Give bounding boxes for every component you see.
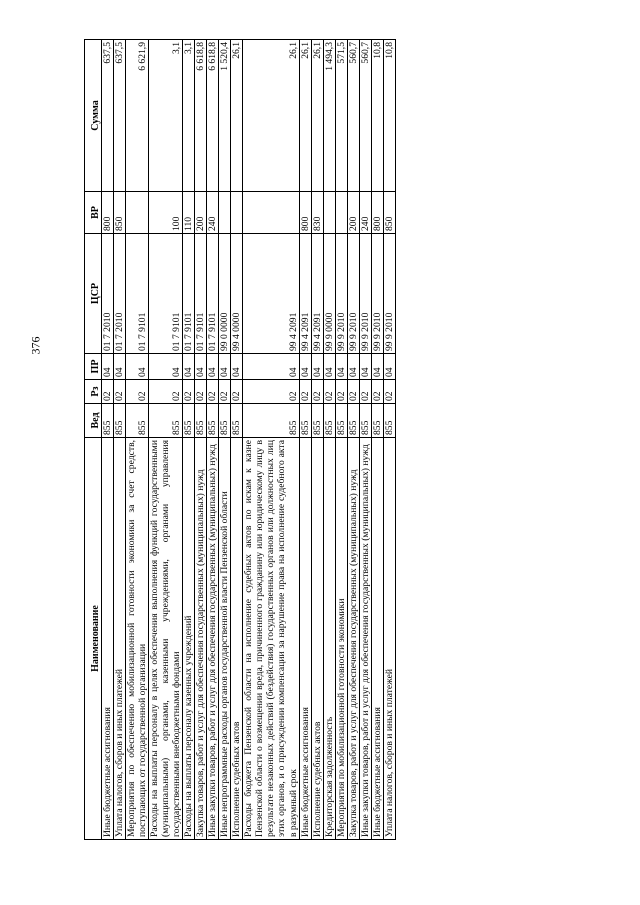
header-sum: Сумма [85, 40, 102, 192]
table-row [311, 40, 323, 840]
row-rz-cell: 02 [371, 380, 383, 404]
row-vr-cell [219, 192, 231, 234]
row-pr-cell: 04 [231, 354, 243, 380]
row-vr-cell: 850 [114, 192, 126, 234]
row-name-cell: Иные закупки товаров, работ и услуг для обеспечения государственных (муниципальных) нужд [207, 438, 219, 840]
page-number: 376 [28, 336, 43, 355]
row-csr-cell: 99 4 2091 [311, 234, 323, 354]
row-csr-cell: 01 7 2010 [102, 234, 114, 354]
row-pr-cell: 04 [195, 354, 207, 380]
row-pr-cell: 04 [183, 354, 195, 380]
row-vr-cell: 200 [195, 192, 207, 234]
row-sum-cell: 6 618,8 [195, 40, 207, 192]
table-row [299, 40, 311, 840]
row-rz-cell: 02 [102, 380, 114, 404]
budget-table-rotated [84, 40, 504, 840]
row-name-cell: Закупка товаров, работ и услуг для обеспечения государственных (муниципальных) нужд [347, 438, 359, 840]
row-name-cell: Мероприятия по обеспечению мобилизационной готовности экономики за счет средств, поступающих от государственной организации [126, 438, 149, 840]
row-ved-cell: 855 [299, 404, 311, 438]
table-row [126, 40, 149, 840]
row-name-cell: Иные закупки товаров, работ и услуг для обеспечения государственных (муниципальных) нужд [359, 438, 371, 840]
row-rz-cell: 02 [183, 380, 195, 404]
row-ved-cell: 855 [102, 404, 114, 438]
row-sum-cell: 560,7 [347, 40, 359, 192]
row-name-cell: Расходы на выплаты персоналу казенных учреждений [183, 438, 195, 840]
row-ved-cell: 855 [243, 404, 299, 438]
row-name-cell: Иные бюджетные ассигнования [371, 438, 383, 840]
row-csr-cell: 01 7 9101 [149, 234, 183, 354]
row-rz-cell: 02 [299, 380, 311, 404]
row-rz-cell: 02 [383, 380, 395, 404]
budget-table [84, 39, 396, 840]
header-name: Наименование [85, 438, 102, 840]
row-sum-cell: 26,1 [311, 40, 323, 192]
row-pr-cell: 04 [102, 354, 114, 380]
table-row [243, 40, 299, 840]
table-row [383, 40, 395, 840]
row-ved-cell: 855 [323, 404, 335, 438]
row-pr-cell: 04 [299, 354, 311, 380]
table-row [323, 40, 335, 840]
table-row [371, 40, 383, 840]
row-rz-cell: 02 [323, 380, 335, 404]
header-ved: Вед [85, 404, 102, 438]
row-sum-cell: 26,1 [243, 40, 299, 192]
row-sum-cell: 26,1 [299, 40, 311, 192]
row-rz-cell: 02 [149, 380, 183, 404]
row-vr-cell: 240 [359, 192, 371, 234]
row-name-cell: Уплата налогов, сборов и иных платежей [383, 438, 395, 840]
row-pr-cell: 04 [207, 354, 219, 380]
row-ved-cell: 855 [231, 404, 243, 438]
header-csr: ЦСР [85, 234, 102, 354]
row-csr-cell: 99 4 2091 [243, 234, 299, 354]
row-sum-cell: 6 621,9 [126, 40, 149, 192]
row-pr-cell: 04 [243, 354, 299, 380]
row-pr-cell: 04 [149, 354, 183, 380]
row-sum-cell: 637,5 [114, 40, 126, 192]
table-row [219, 40, 231, 840]
table-header-row [85, 40, 102, 840]
row-pr-cell: 04 [371, 354, 383, 380]
row-csr-cell: 01 7 2010 [114, 234, 126, 354]
header-pr: ПР [85, 354, 102, 380]
table-row [347, 40, 359, 840]
row-ved-cell: 855 [219, 404, 231, 438]
row-ved-cell: 855 [149, 404, 183, 438]
row-name-cell: Иные непрограммные расходы органов государственной власти Пензенской области [219, 438, 231, 840]
row-sum-cell: 3,1 [149, 40, 183, 192]
row-vr-cell: 800 [299, 192, 311, 234]
row-csr-cell: 01 7 9101 [126, 234, 149, 354]
row-ved-cell: 855 [195, 404, 207, 438]
row-csr-cell: 01 7 9101 [195, 234, 207, 354]
row-vr-cell: 110 [183, 192, 195, 234]
row-csr-cell: 99 9 2010 [359, 234, 371, 354]
row-vr-cell [231, 192, 243, 234]
row-ved-cell: 855 [371, 404, 383, 438]
table-row [183, 40, 195, 840]
row-csr-cell: 99 0 0000 [219, 234, 231, 354]
row-ved-cell: 855 [126, 404, 149, 438]
row-pr-cell: 04 [323, 354, 335, 380]
row-sum-cell: 10,8 [383, 40, 395, 192]
row-name-cell: Закупка товаров, работ и услуг для обеспечения государственных (муниципальных) нужд [195, 438, 207, 840]
table-row [359, 40, 371, 840]
row-rz-cell: 02 [126, 380, 149, 404]
row-vr-cell [243, 192, 299, 234]
row-csr-cell: 99 9 2010 [371, 234, 383, 354]
row-sum-cell: 26,1 [231, 40, 243, 192]
row-csr-cell: 99 4 2091 [299, 234, 311, 354]
row-rz-cell: 02 [347, 380, 359, 404]
row-ved-cell: 855 [383, 404, 395, 438]
row-rz-cell: 02 [243, 380, 299, 404]
table-row [195, 40, 207, 840]
row-pr-cell: 04 [335, 354, 347, 380]
row-sum-cell: 1 520,4 [219, 40, 231, 192]
row-rz-cell: 02 [311, 380, 323, 404]
row-vr-cell [126, 192, 149, 234]
row-ved-cell: 855 [183, 404, 195, 438]
row-ved-cell: 855 [114, 404, 126, 438]
row-name-cell: Иные бюджетные ассигнования [102, 438, 114, 840]
row-rz-cell: 02 [195, 380, 207, 404]
row-sum-cell: 10,8 [371, 40, 383, 192]
row-rz-cell: 02 [114, 380, 126, 404]
table-row [149, 40, 183, 840]
row-csr-cell: 01 7 9101 [207, 234, 219, 354]
row-name-cell: Уплата налогов, сборов и иных платежей [114, 438, 126, 840]
row-sum-cell: 571,5 [335, 40, 347, 192]
row-pr-cell: 04 [359, 354, 371, 380]
header-vr: ВР [85, 192, 102, 234]
row-sum-cell: 637,5 [102, 40, 114, 192]
row-vr-cell: 100 [149, 192, 183, 234]
row-vr-cell: 240 [207, 192, 219, 234]
row-pr-cell: 04 [311, 354, 323, 380]
row-vr-cell: 830 [311, 192, 323, 234]
table-row [114, 40, 126, 840]
row-csr-cell: 99 9 2010 [347, 234, 359, 354]
row-csr-cell: 99 9 2010 [383, 234, 395, 354]
row-sum-cell: 6 618,8 [207, 40, 219, 192]
row-vr-cell [323, 192, 335, 234]
row-csr-cell: 99 4 0000 [231, 234, 243, 354]
row-name-cell: Исполнение судебных актов [311, 438, 323, 840]
row-pr-cell: 04 [383, 354, 395, 380]
row-vr-cell [335, 192, 347, 234]
row-rz-cell: 02 [359, 380, 371, 404]
row-sum-cell: 560,7 [359, 40, 371, 192]
row-ved-cell: 855 [311, 404, 323, 438]
row-rz-cell: 02 [335, 380, 347, 404]
row-vr-cell: 800 [102, 192, 114, 234]
row-pr-cell: 04 [219, 354, 231, 380]
row-ved-cell: 855 [335, 404, 347, 438]
row-ved-cell: 855 [207, 404, 219, 438]
row-name-cell: Кредиторская задолженность [323, 438, 335, 840]
row-pr-cell: 04 [347, 354, 359, 380]
row-sum-cell: 1 494,3 [323, 40, 335, 192]
row-csr-cell: 01 7 9101 [183, 234, 195, 354]
row-pr-cell: 04 [126, 354, 149, 380]
row-vr-cell: 850 [383, 192, 395, 234]
row-csr-cell: 99 9 2010 [335, 234, 347, 354]
row-rz-cell: 02 [231, 380, 243, 404]
row-name-cell: Расходы на выплаты персоналу в целях обеспечения выполнения функций государственными (муниципальными) органами, казенными учреждениями, органами управления государственными внебюджетными фондами [149, 438, 183, 840]
row-name-cell: Расходы бюджета Пензенской области на исполнение судебных актов по искам к казне Пензенской области о возмещении вреда, причиненного гражданину или юридическому лицу в результате незаконных действий (бездействия) государственных органов или должностных лиц этих органов, и о присуждении компенсации за нарушение права на исполнение судебного акта в разумный срок [243, 438, 299, 840]
row-vr-cell: 200 [347, 192, 359, 234]
row-name-cell: Исполнение судебных актов [231, 438, 243, 840]
row-name-cell: Мероприятия по мобилизационной готовности экономики [335, 438, 347, 840]
row-ved-cell: 855 [347, 404, 359, 438]
table-body [102, 40, 396, 840]
table-row [231, 40, 243, 840]
table-row [335, 40, 347, 840]
row-ved-cell: 855 [359, 404, 371, 438]
row-vr-cell: 800 [371, 192, 383, 234]
row-name-cell: Иные бюджетные ассигнования [299, 438, 311, 840]
row-sum-cell: 3,1 [183, 40, 195, 192]
row-csr-cell: 99 9 0000 [323, 234, 335, 354]
row-pr-cell: 04 [114, 354, 126, 380]
row-rz-cell: 02 [207, 380, 219, 404]
table-row [102, 40, 114, 840]
header-rz: Рз [85, 380, 102, 404]
row-rz-cell: 02 [219, 380, 231, 404]
table-row [207, 40, 219, 840]
